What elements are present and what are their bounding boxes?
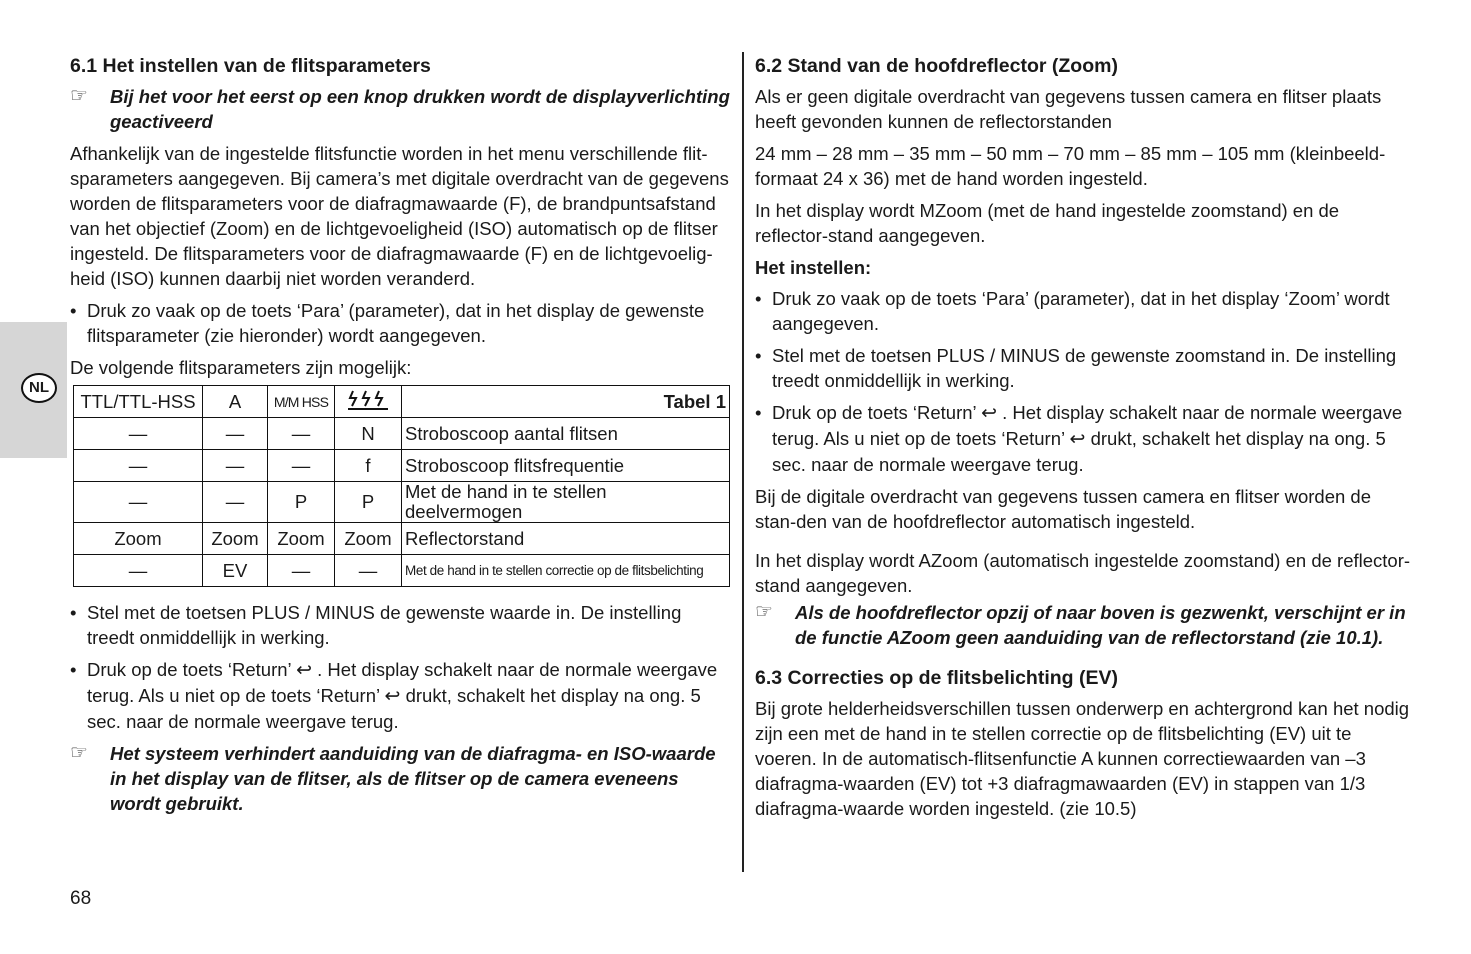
section-heading-6-3: 6.3 Correcties op de flitsbelichting (EV) [755,667,1118,689]
table-cell: P [268,482,335,523]
bullet-text: . Het display schakelt naar de normale weergave terug. Als u niet op de toets ‘Return’ [87,659,718,706]
paragraph: Bij de digitale overdracht van gegevens tussen camera en flitser worden de stan-den van de hoofdreflector automatisch ingesteld. [755,486,1371,532]
table-cell-description: Stroboscoop aantal flitsen [402,418,730,450]
bullet-item: • Druk zo vaak op de toets ‘Para’ (parameter), dat in het display de gewenste flitsparameter (zie hieronder) wordt aangegeven. [70,298,730,348]
table-cell: — [203,450,268,482]
language-badge: NL [21,373,57,403]
paragraph: Afhankelijk van de ingestelde flitsfunctie worden in het menu verschillende flit-sparameters aangegeven. Bij camera’s met digitale overdracht van de gegevens worden de flitsparameters voor de diafragmawaarde (F), de brandpuntsafstand van het objectief (Zoom) en de lichtgevoeligheid (ISO) automatisch op de flitser ingesteld. De flitsparameters voor de diafragmawaarde (F) en de lichtgevoelig-heid (ISO) kunnen daarbij niet worden veranderd. [70,143,729,289]
page-number: 68 [70,888,92,909]
table-cell: EV [203,555,268,587]
table-cell: f [335,450,402,482]
left-column [70,52,730,823]
bullet-text: Druk op de toets ‘Return’ [772,402,976,423]
right-column [755,52,1417,828]
table-row [74,523,730,555]
header-cell: M/M HSS [268,386,335,418]
table-cell: — [268,418,335,450]
note-text: Het systeem verhindert aanduiding van de diafragma- en ISO-waarde in het display van de flitser, als de flitser op de camera eveneens wordt gebruikt. [110,743,716,814]
table-cell: — [203,482,268,523]
paragraph: Als er geen digitale overdracht van gegevens tussen camera en flitser plaats heeft gevonden kunnen de reflectorstanden [755,86,1382,132]
table-cell: — [74,418,203,450]
return-arrow-icon: ↩ [384,686,401,707]
table-cell: — [268,555,335,587]
pointing-hand-icon: ☞ [755,601,773,623]
section-heading-6-2: 6.2 Stand van de hoofdreflector (Zoom) [755,55,1118,77]
column-divider [742,52,744,872]
bullet-item [70,657,730,734]
note-block [70,741,730,816]
pointing-hand-icon: ☞ [70,742,88,764]
note-block [755,600,1417,650]
return-arrow-icon: ↩ [1069,429,1086,450]
table-cell: Zoom [74,523,203,555]
note-text: Bij het voor het eerst op een knop drukken wordt de displayverlichting geactiveerd [110,86,730,132]
table-cell: Zoom [268,523,335,555]
bullet-item: • Druk zo vaak op de toets ‘Para’ (parameter), dat in het display ‘Zoom’ wordt aangegeven. [755,286,1417,336]
table-cell: N [335,418,402,450]
note-text: Als de hoofdreflector opzij of naar boven is gezwenkt, verschijnt er in de functie AZoom geen aanduiding van de reflectorstand (zie 10.1). [795,602,1406,648]
bullet-item: • Stel met de toetsen PLUS / MINUS de gewenste zoomstand in. De instelling treedt onmiddellijk in werking. [755,343,1417,393]
stroboscope-icon [348,389,388,411]
table-header-row [74,386,730,418]
bullet-item [755,400,1417,477]
pointing-hand-icon: ☞ [70,85,88,107]
bullet-text: drukt, schakelt het display na ong. 5 sec. naar de normale weergave terug. [87,685,701,732]
table-cell: P [335,482,402,523]
table-cell: Zoom [203,523,268,555]
header-cell-strobe [335,386,402,418]
paragraph: Bij grote helderheidsverschillen tussen onderwerp en achtergrond kan het nodig zijn een met de hand in te stellen correctie op de flitsbelichting (EV) uit te voeren. In de automatisch-flitsenfunctie A kunnen correctiewaarden van –3 diafragma-waarden (EV) tot +3 diafragmawaarden (EV) in stappen van 1/3 diafragma-waarde worden ingesteld. (zie 10.5) [755,698,1410,819]
subheading: Het instellen: [755,257,872,278]
bullet-text: drukt, schakelt het display na ong. 5 sec. naar de normale weergave terug. [772,428,1386,475]
return-arrow-icon: ↩ [981,403,998,424]
table-cell: — [74,482,203,523]
note-block [70,84,730,134]
table-cell-description: Met de hand in te stellen deelvermogen [402,482,730,523]
table-cell-description: Reflectorstand [402,523,730,555]
header-cell: A [203,386,268,418]
bullet-text: Druk op de toets ‘Return’ [87,659,291,680]
table-row [74,450,730,482]
table-cell-description: Stroboscoop flitsfrequentie [402,450,730,482]
table-cell: — [268,450,335,482]
table-cell: — [203,418,268,450]
table-cell: — [74,555,203,587]
header-cell: TTL/TTL-HSS [74,386,203,418]
table-row [74,555,730,587]
table-row [74,418,730,450]
bullet-item: • Stel met de toetsen PLUS / MINUS de gewenste waarde in. De instelling treedt onmiddellijk in werking. [70,600,730,650]
table-row [74,482,730,523]
table-cell-description: Met de hand in te stellen correctie op de flitsbelichting [402,555,730,587]
section-heading-6-1: 6.1 Het instellen van de flitsparameters [70,55,431,77]
table-cell: — [74,450,203,482]
bullet-text: . Het display schakelt naar de normale weergave terug. Als u niet op de toets ‘Return’ [772,402,1403,449]
paragraph: In het display wordt AZoom (automatisch ingestelde zoomstand) en de reflector-stand aangegeven. [755,550,1411,596]
flash-parameter-table [73,385,730,587]
paragraph: 24 mm – 28 mm – 35 mm – 50 mm – 70 mm – 85 mm – 105 mm (kleinbeeld-formaat 24 x 36) met de hand worden ingesteld. [755,143,1386,189]
return-arrow-icon: ↩ [296,660,313,681]
table-cell: Zoom [335,523,402,555]
paragraph: In het display wordt MZoom (met de hand ingestelde zoomstand) en de reflector-stand aangegeven. [755,200,1340,246]
table-cell: — [335,555,402,587]
table-intro: De volgende flitsparameters zijn mogelijk: [70,357,412,378]
table-caption: Tabel 1 [402,386,730,418]
